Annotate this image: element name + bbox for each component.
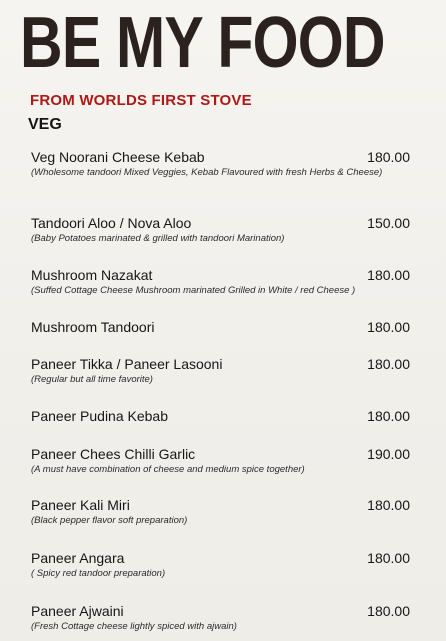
menu-item	[31, 355, 416, 386]
item-description: (Suffed Cottage Cheese Mushroom marinated Grilled in White / red Cheese )	[31, 285, 356, 296]
item-name: Paneer Ajwaini	[31, 603, 124, 619]
item-price: 180.00	[367, 408, 410, 424]
item-name: Paneer Chees Chilli Garlic	[31, 446, 196, 462]
menu-item	[31, 266, 416, 297]
item-name: Paneer Kali Miri	[31, 497, 130, 513]
item-description: (Black pepper flavor soft preparation)	[31, 515, 188, 526]
menu-item	[31, 549, 416, 580]
tagline: FROM WORLDS FIRST STOVE	[30, 92, 252, 109]
restaurant-name: BE MY FOOD	[20, 3, 385, 83]
menu-item	[31, 214, 416, 245]
menu-item	[31, 148, 416, 179]
item-description: (Baby Potatoes marinated & grilled with tandoori Marination)	[31, 233, 285, 244]
item-price: 180.00	[367, 149, 410, 165]
item-name: Paneer Tikka / Paneer Lasooni	[31, 356, 223, 372]
item-price: 180.00	[367, 550, 410, 566]
item-price: 180.00	[367, 356, 410, 372]
item-price: 150.00	[367, 215, 410, 231]
item-description: (Regular but all time favorite)	[31, 374, 153, 385]
item-name: Tandoori Aloo / Nova Aloo	[31, 215, 192, 231]
menu-item	[31, 445, 416, 476]
item-price: 180.00	[367, 267, 410, 283]
item-price: 190.00	[367, 446, 410, 462]
menu-item	[31, 407, 416, 425]
section-heading-veg: VEG	[28, 116, 62, 133]
item-description: ( Spicy red tandoor preparation)	[31, 568, 166, 579]
item-price: 180.00	[367, 319, 410, 335]
item-name: Mushroom Nazakat	[31, 267, 153, 283]
item-price: 180.00	[367, 603, 410, 619]
item-name: Mushroom Tandoori	[31, 319, 155, 335]
item-description: (Wholesome tandoori Mixed Veggies, Kebab Flavoured with fresh Herbs & Cheese)	[31, 167, 383, 178]
item-price: 180.00	[367, 497, 410, 513]
item-name: Paneer Angara	[31, 550, 125, 566]
menu-item	[31, 602, 416, 633]
item-description: (A must have combination of cheese and medium spice together)	[31, 464, 305, 475]
item-name: Paneer Pudina Kebab	[31, 408, 168, 424]
item-name: Veg Noorani Cheese Kebab	[31, 149, 205, 165]
menu-item	[31, 318, 416, 336]
item-description: (Fresh Cottage cheese lightly spiced with ajwain)	[31, 621, 237, 632]
menu-item	[31, 496, 416, 527]
